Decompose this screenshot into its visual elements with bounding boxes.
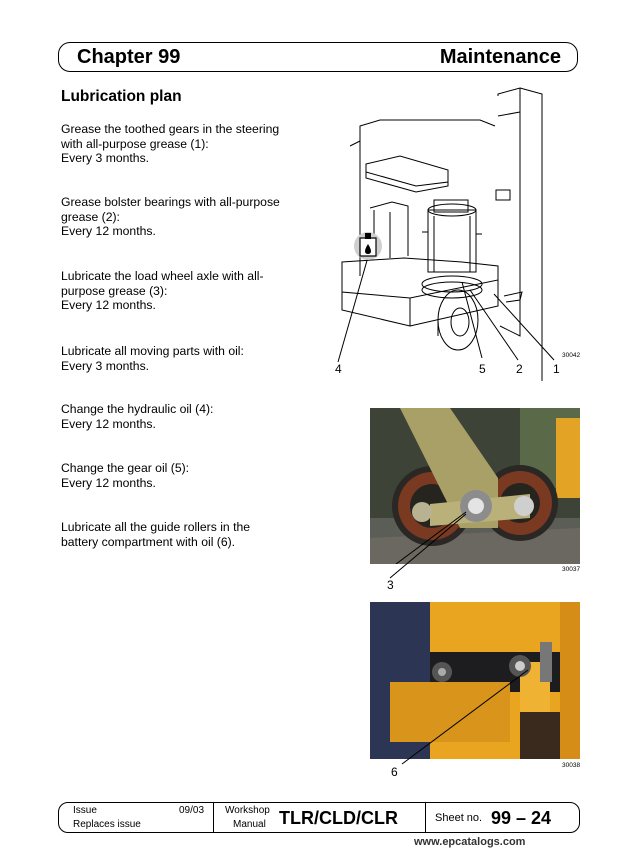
sheet-label: Sheet no. [435, 812, 483, 824]
instruction-1: Grease the toothed gears in the steering with all-purpose grease (1): Every 3 months. [61, 122, 280, 166]
instruction-5: Change the hydraulic oil (4): Every 12 months. [61, 402, 214, 431]
page-title: Lubrication plan [61, 88, 182, 105]
manual-line2: Manual [233, 819, 266, 830]
issue-value: 09/03 [179, 805, 205, 816]
callout-6: 6 [391, 765, 398, 779]
photo2-code: 30038 [562, 762, 581, 769]
sheet-number: 99 – 24 [491, 808, 552, 828]
section-title: Maintenance [439, 46, 561, 68]
manual-line1: Workshop [225, 805, 270, 816]
chapter-title: Chapter 99 [77, 46, 181, 68]
model-name: TLR/CLD/CLR [279, 808, 398, 828]
callout-3: 3 [387, 578, 394, 592]
lubrication-diagram [330, 86, 585, 381]
page-footer [58, 802, 580, 833]
callout-4: 4 [335, 362, 342, 376]
footer-divider [213, 803, 214, 832]
chapter-header [58, 42, 578, 72]
replaces-issue-label: Replaces issue [73, 819, 141, 830]
watermark: www.epcatalogs.com [414, 836, 526, 848]
callout-1: 1 [553, 362, 560, 376]
footer-divider [425, 803, 426, 832]
instruction-3: Lubricate the load wheel axle with all- purpose grease (3): Every 12 months. [61, 269, 264, 313]
callout-5: 5 [479, 362, 486, 376]
issue-label: Issue [73, 805, 97, 816]
photo1-code: 30037 [562, 566, 581, 573]
instruction-6: Change the gear oil (5): Every 12 months. [61, 461, 190, 490]
instruction-4: Lubricate all moving parts with oil: Every 3 months. [61, 344, 244, 373]
diagram-code: 30042 [562, 352, 581, 359]
callout-2: 2 [516, 362, 523, 376]
instruction-2: Grease bolster bearings with all-purpose grease (2): Every 12 months. [61, 195, 280, 239]
instruction-7: Lubricate all the guide rollers in the battery compartment with oil (6). [61, 520, 251, 549]
